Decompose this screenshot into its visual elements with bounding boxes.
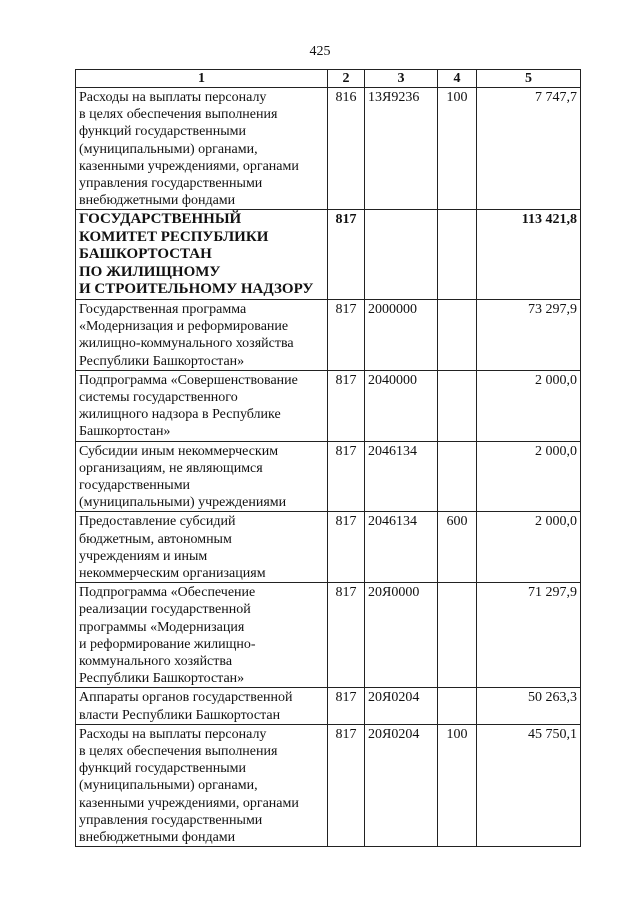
column-header-target: 3 [365,70,438,88]
row-type-cell [438,210,477,300]
row-code-cell: 817 [328,441,365,512]
row-target-cell: 2000000 [365,299,438,370]
row-name-cell: Государственная программа «Модернизация и реформирование жилищно-коммунального хозяйства Республики Башкортостан» [76,299,328,370]
table-row [76,210,581,300]
row-target-cell: 20Я0204 [365,688,438,724]
row-amount-cell: 73 297,9 [477,299,581,370]
row-name-cell: Расходы на выплаты персоналу в целях обеспечения выполнения функций государственными (муниципальными) органами, казенными учреждениями, органами управления государственными внебюджетными фондами [76,88,328,210]
row-code-cell: 817 [328,299,365,370]
table-row [76,441,581,512]
row-type-cell [438,370,477,441]
row-code-cell: 817 [328,512,365,583]
row-name-cell: Подпрограмма «Обеспечение реализации государственной программы «Модернизация и реформирование жилищно- коммунального хозяйства Республики Башкортостан» [76,583,328,688]
row-name-cell: Подпрограмма «Совершенствование системы государственного жилищного надзора в Республике Башкортостан» [76,370,328,441]
row-code-cell: 817 [328,210,365,300]
row-code-cell: 817 [328,370,365,441]
table-row [76,688,581,724]
row-name-cell: Расходы на выплаты персоналу в целях обеспечения выполнения функций государственными (муниципальными) органами, казенными учреждениями, органами управления государственными внебюджетными фондами [76,724,328,846]
column-header-type: 4 [438,70,477,88]
row-type-cell [438,583,477,688]
table-row [76,724,581,846]
row-type-cell: 600 [438,512,477,583]
row-amount-cell: 2 000,0 [477,512,581,583]
column-header-amount: 5 [477,70,581,88]
row-type-cell [438,441,477,512]
table-row [76,370,581,441]
row-target-cell: 2040000 [365,370,438,441]
table-row [76,88,581,210]
row-target-cell: 2046134 [365,441,438,512]
table-header-row [76,70,581,88]
row-code-cell: 817 [328,724,365,846]
row-target-cell: 13Я9236 [365,88,438,210]
row-type-cell: 100 [438,88,477,210]
budget-table [75,69,581,847]
row-target-cell: 20Я0000 [365,583,438,688]
row-amount-cell: 113 421,8 [477,210,581,300]
row-amount-cell: 50 263,3 [477,688,581,724]
row-type-cell [438,688,477,724]
column-header-name: 1 [76,70,328,88]
column-header-code: 2 [328,70,365,88]
row-name-cell: Аппараты органов государственной власти Республики Башкортостан [76,688,328,724]
page-number: 425 [309,44,331,59]
table-row [76,299,581,370]
row-amount-cell: 71 297,9 [477,583,581,688]
row-code-cell: 816 [328,88,365,210]
row-code-cell: 817 [328,688,365,724]
row-code-cell: 817 [328,583,365,688]
row-name-cell: ГОСУДАРСТВЕННЫЙ КОМИТЕТ РЕСПУБЛИКИ БАШКОРТОСТАН ПО ЖИЛИЩНОМУ И СТРОИТЕЛЬНОМУ НАДЗОРУ [76,210,328,300]
table-row [76,583,581,688]
row-amount-cell: 2 000,0 [477,370,581,441]
row-name-cell: Предоставление субсидий бюджетным, автономным учреждениям и иным некоммерческим организациям [76,512,328,583]
row-type-cell: 100 [438,724,477,846]
row-target-cell: 20Я0204 [365,724,438,846]
row-name-cell: Субсидии иным некоммерческим организациям, не являющимся государственными (муниципальными) учреждениями [76,441,328,512]
row-type-cell [438,299,477,370]
row-amount-cell: 7 747,7 [477,88,581,210]
row-target-cell [365,210,438,300]
row-amount-cell: 45 750,1 [477,724,581,846]
row-target-cell: 2046134 [365,512,438,583]
row-amount-cell: 2 000,0 [477,441,581,512]
table-row [76,512,581,583]
table-body [76,88,581,847]
